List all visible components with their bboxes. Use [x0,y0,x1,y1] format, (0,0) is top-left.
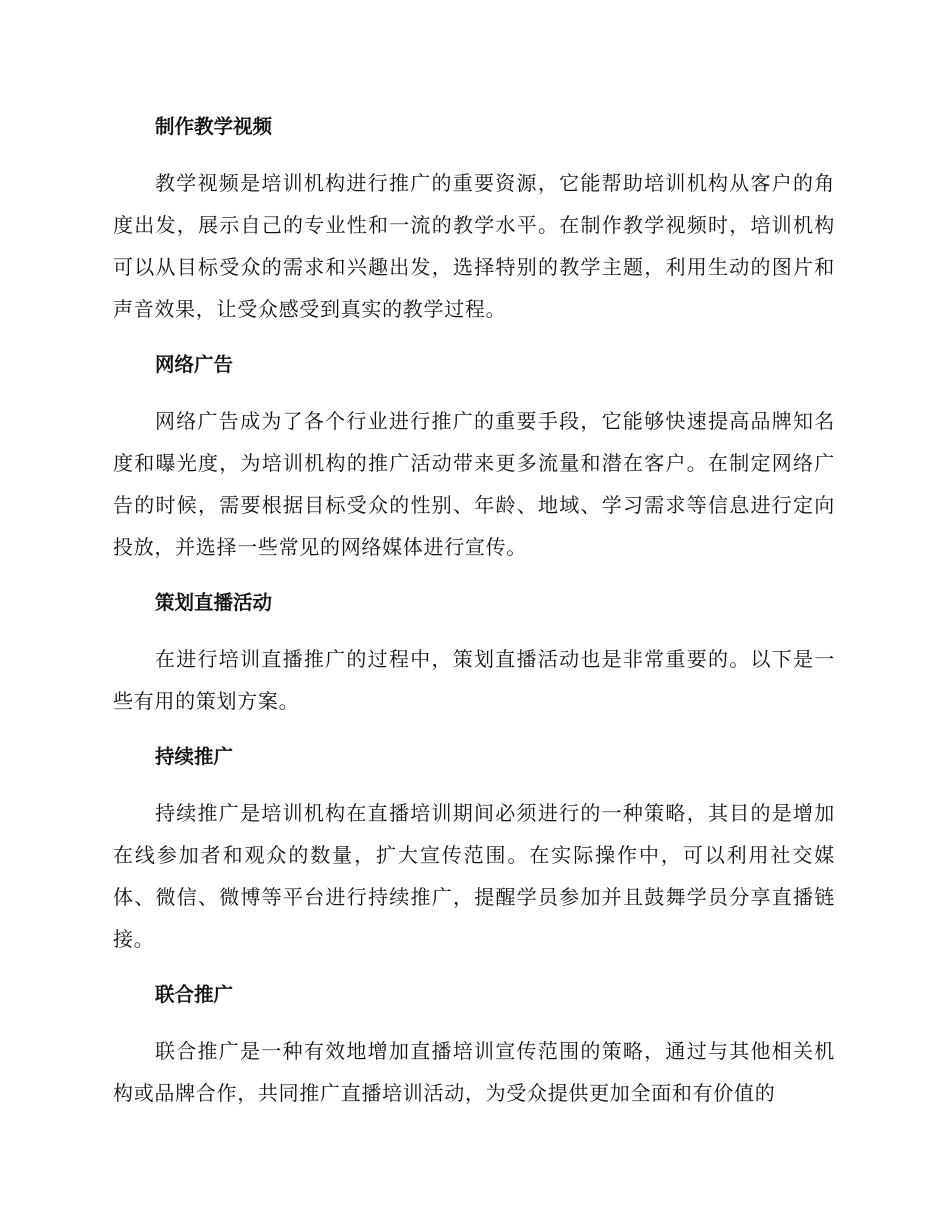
section-heading-joint-promotion: 联合推广 [155,983,234,1006]
section-paragraph-live-event: 在进行培训直播推广的过程中，策划直播活动也是非常重要的。以下是一些有用的策划方案。 [113,647,835,713]
section-paragraph-joint-promotion: 联合推广是一种有效地增加直播培训宣传范围的策略，通过与其他相关机构或品牌合作，共同推广直播培训活动，为受众提供更加全面和有价值的 [113,1039,835,1105]
section-heading-online-ads: 网络广告 [155,353,234,376]
section-heading-teaching-video: 制作教学视频 [155,115,273,138]
section-heading-live-event: 策划直播活动 [155,591,273,614]
section-paragraph-continuous-promotion: 持续推广是培训机构在直播培训期间必须进行的一种策略，其目的是增加在线参加者和观众的数量，扩大宣传范围。在实际操作中，可以利用社交媒体、微信、微博等平台进行持续推广，提醒学员参加并且鼓舞学员分享直播链接。 [113,801,835,951]
section-paragraph-teaching-video: 教学视频是培训机构进行推广的重要资源，它能帮助培训机构从客户的角度出发，展示自己的专业性和一流的教学水平。在制作教学视频时，培训机构可以从目标受众的需求和兴趣出发，选择特别的教学主题，利用生动的图片和声音效果，让受众感受到真实的教学过程。 [113,171,835,321]
document-body [113,107,835,1129]
section-heading-continuous-promotion: 持续推广 [155,745,234,768]
section-paragraph-online-ads: 网络广告成为了各个行业进行推广的重要手段，它能够快速提高品牌知名度和曝光度，为培训机构的推广活动带来更多流量和潜在客户。在制定网络广告的时候，需要根据目标受众的性别、年龄、地域、学习需求等信息进行定向投放，并选择一些常见的网络媒体进行宣传。 [113,409,835,559]
